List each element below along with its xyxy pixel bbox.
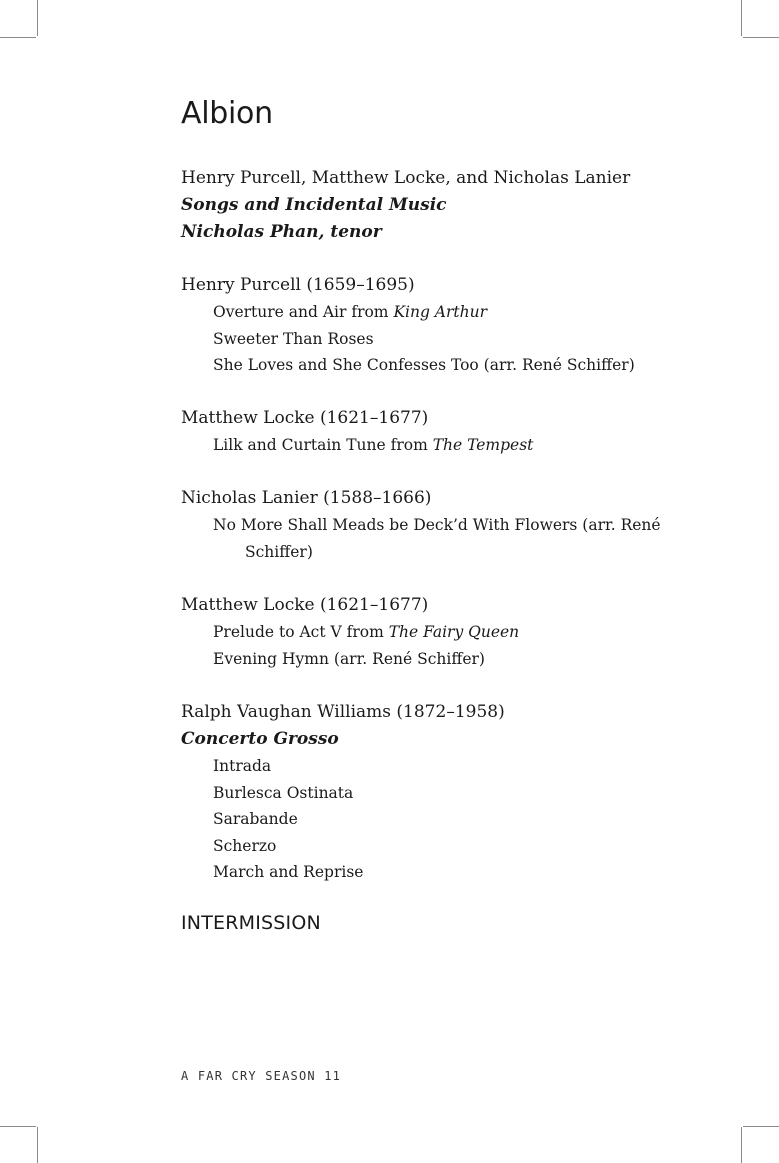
program-item: Sweeter Than Roses [213,329,374,348]
program-item: No More Shall Meads be Deck’d With Flowers (arr. René Schiffer) [213,516,661,561]
movement: Burlesca Ostinata [213,783,354,802]
program-item: Prelude to Act V from The Fairy Queen [213,623,520,641]
movement: Scherzo [213,836,277,855]
composer-heading: Matthew Locke (1621–1677) [181,595,429,615]
section-lanier [181,485,701,565]
program-item: Lilk and Curtain Tune from The Tempest [213,436,534,454]
intro-work: Songs and Incidental Music [181,195,447,215]
section-purcell [181,272,701,379]
intro-performer: Nicholas Phan, tenor [181,222,382,242]
crop-mark-bottom-left-h [0,1126,36,1127]
composer-heading: Henry Purcell (1659–1695) [181,275,415,295]
work-title: Concerto Grosso [181,729,339,749]
composer-heading: Ralph Vaughan Williams (1872–1958) [181,702,505,722]
page-title: Albion [181,96,273,131]
program-item: Evening Hymn (arr. René Schiffer) [213,649,485,668]
program-item: Overture and Air from King Arthur [213,303,488,321]
section-locke-2 [181,592,701,672]
section-vaughan-williams [181,699,701,886]
crop-mark-top-right [741,0,742,36]
movement: Intrada [213,757,272,775]
intermission-label: INTERMISSION [181,912,321,934]
composer-heading: Matthew Locke (1621–1677) [181,408,429,428]
crop-mark-bottom-right-h [743,1126,779,1127]
crop-mark-top-left-h [0,37,36,38]
movement: March and Reprise [213,863,364,882]
intro-block [181,165,701,246]
section-locke-1 [181,405,701,459]
page-footer: A FAR CRY SEASON 11 [181,1069,342,1083]
composer-heading: Nicholas Lanier (1588–1666) [181,488,432,508]
crop-mark-bottom-left [37,1127,38,1163]
crop-mark-top-left [37,0,38,36]
movement: Sarabande [213,810,298,829]
program-item: She Loves and She Confesses Too (arr. René Schiffer) [213,356,635,375]
crop-mark-bottom-right [741,1127,742,1163]
intro-composers: Henry Purcell, Matthew Locke, and Nicholas Lanier [181,168,631,188]
crop-mark-top-right-h [743,37,779,38]
